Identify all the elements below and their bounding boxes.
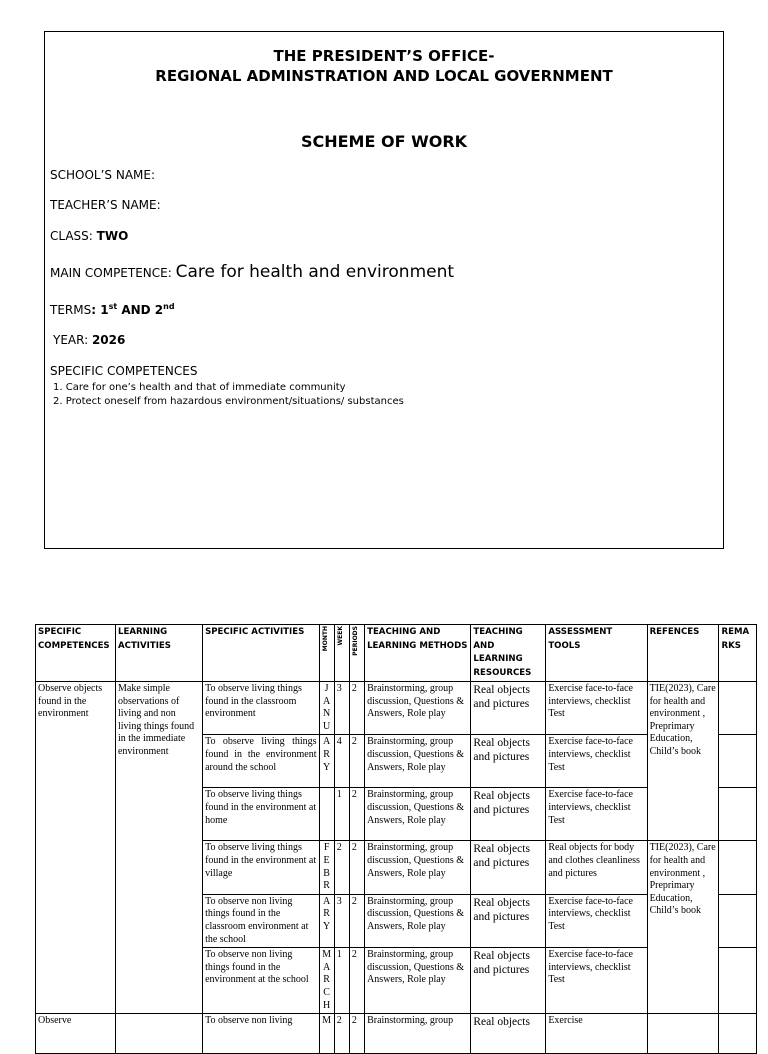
terms-value-b: AND 2 <box>117 303 164 317</box>
class-label: CLASS: <box>50 229 97 243</box>
activity-cell: To observe non living <box>203 1014 319 1054</box>
remarks-cell <box>719 841 757 894</box>
header-periods: PERIODS <box>351 626 359 656</box>
methods-cell: Brainstorming, group discussion, Questions & Answers, Role play <box>365 894 471 947</box>
month-cell: ARY <box>319 894 334 947</box>
main-competence-value: Care for health and environment <box>175 262 455 282</box>
week-cell: 2 <box>334 841 349 894</box>
week-cell: 2 <box>334 1014 349 1054</box>
main-competence-label: MAIN COMPETENCE: <box>50 266 176 280</box>
resources-cell: Real objects and pictures <box>471 735 546 788</box>
methods-cell: Brainstorming, group discussion, Questions & Answers, Role play <box>365 682 471 735</box>
specific-competence-item: 1. Care for one’s health and that of immediate community <box>53 382 346 393</box>
header-assessment: ASSESSMENT TOOLS <box>546 625 647 682</box>
terms-sup-a: st <box>108 302 118 311</box>
main-competence-line <box>50 262 454 282</box>
methods-cell: Brainstorming, group discussion, Questions & Answers, Role play <box>365 788 471 841</box>
activity-cell: To observe living things found in the environment at home <box>203 788 319 841</box>
terms-sup-b: nd <box>163 302 175 311</box>
competence-cell: Observe <box>36 1014 116 1054</box>
specific-competences-heading: SPECIFIC COMPETENCES <box>50 364 198 378</box>
periods-cell: 2 <box>349 788 364 841</box>
month-cell: MARCH <box>319 948 334 1014</box>
methods-cell: Brainstorming, group discussion, Questions & Answers, Role play <box>365 735 471 788</box>
month-cell: M <box>319 1014 334 1054</box>
month-cell: JANU <box>319 682 334 735</box>
header-references: REFENCES <box>647 625 719 682</box>
week-cell: 3 <box>334 682 349 735</box>
month-cell <box>319 788 334 841</box>
table-row <box>36 1014 757 1054</box>
school-name-label: SCHOOL’S NAME: <box>50 168 156 182</box>
learning-activity-cell <box>115 1014 202 1054</box>
methods-cell: Brainstorming, group discussion, Questions & Answers, Role play <box>365 841 471 894</box>
remarks-cell <box>719 735 757 788</box>
periods-cell: 2 <box>349 841 364 894</box>
week-cell: 3 <box>334 894 349 947</box>
table-row <box>36 682 757 735</box>
document-title: SCHEME OF WORK <box>300 132 468 151</box>
methods-cell: Brainstorming, group <box>365 1014 471 1054</box>
remarks-cell <box>719 788 757 841</box>
week-cell: 4 <box>334 735 349 788</box>
ministry-title: REGIONAL ADMINSTRATION AND LOCAL GOVERNMENT <box>155 67 613 85</box>
year-line <box>53 333 125 347</box>
week-cell: 1 <box>334 948 349 1014</box>
assessment-cell: Real objects for body and clothes cleanliness and pictures <box>546 841 647 894</box>
resources-cell: Real objects and pictures <box>471 894 546 947</box>
remarks-cell <box>719 948 757 1014</box>
remarks-cell <box>719 894 757 947</box>
reference-cell: TIE(2023), Care for health and environment , Preprimary Education, Child’s book <box>647 682 719 841</box>
assessment-cell: Exercise face-to-face interviews, checklist Test <box>546 788 647 841</box>
specific-competence-item: 2. Protect oneself from hazardous environment/situations/ substances <box>53 396 404 407</box>
activity-cell: To observe living things found in the environment around the school <box>203 735 319 788</box>
specific-competences-list <box>53 381 404 409</box>
header-week: WEEK <box>336 626 344 646</box>
reference-cell <box>647 1014 719 1054</box>
resources-cell: Real objects and pictures <box>471 682 546 735</box>
header-methods: TEACHING AND LEARNING METHODS <box>365 625 471 682</box>
activity-cell: To observe non living things found in the environment at the school <box>203 948 319 1014</box>
year-value: 2026 <box>91 333 126 347</box>
periods-cell: 2 <box>349 682 364 735</box>
competence-cell: Observe objects found in the environment <box>36 682 116 1014</box>
learning-activity-cell: Make simple observations of living and non living things found in the immediate environment <box>115 682 202 1014</box>
class-line <box>50 229 128 243</box>
terms-value-a: : 1 <box>91 303 109 317</box>
assessment-cell: Exercise face-to-face interviews, checklist Test <box>546 682 647 735</box>
assessment-cell: Exercise face-to-face interviews, checklist Test <box>546 735 647 788</box>
class-value: TWO <box>96 229 129 243</box>
methods-cell: Brainstorming, group discussion, Questions & Answers, Role play <box>365 948 471 1014</box>
assessment-cell: Exercise face-to-face interviews, checklist Test <box>546 894 647 947</box>
resources-cell: Real objects and pictures <box>471 788 546 841</box>
remarks-cell <box>719 1014 757 1054</box>
header-month-cell <box>319 625 334 682</box>
header-remarks: REMA RKS <box>719 625 757 682</box>
header-periods-cell <box>349 625 364 682</box>
resources-cell: Real objects and pictures <box>471 841 546 894</box>
periods-cell: 2 <box>349 735 364 788</box>
reference-cell: TIE(2023), Care for health and environment , Preprimary Education, Child’s book <box>647 841 719 1014</box>
header-week-cell <box>334 625 349 682</box>
activity-cell: To observe living things found in the environment at village <box>203 841 319 894</box>
periods-cell: 2 <box>349 948 364 1014</box>
terms-label: TERMS <box>50 303 92 317</box>
table-header-row <box>36 625 757 682</box>
week-cell: 1 <box>334 788 349 841</box>
header-month: MONTH <box>321 626 329 652</box>
month-cell: ARY <box>319 735 334 788</box>
year-label: YEAR: <box>53 333 92 347</box>
month-cell: FEBR <box>319 841 334 894</box>
resources-cell: Real objects and pictures <box>471 948 546 1014</box>
office-title: THE PRESIDENT’S OFFICE- <box>273 47 495 65</box>
terms-line <box>50 302 175 317</box>
periods-cell: 2 <box>349 894 364 947</box>
header-resources: TEACHING AND LEARNING RESOURCES <box>471 625 546 682</box>
scheme-of-work-table <box>35 624 757 1054</box>
header-specific-competences: SPECIFIC COMPETENCES <box>36 625 116 682</box>
remarks-cell <box>719 682 757 735</box>
header-specific-activities: SPECIFIC ACTIVITIES <box>203 625 319 682</box>
header-learning-activities: LEARNING ACTIVITIES <box>115 625 202 682</box>
teacher-name-label: TEACHER’S NAME: <box>50 198 161 212</box>
activity-cell: To observe living things found in the classroom environment <box>203 682 319 735</box>
resources-cell: Real objects <box>471 1014 546 1054</box>
assessment-cell: Exercise face-to-face interviews, checklist Test <box>546 948 647 1014</box>
assessment-cell: Exercise <box>546 1014 647 1054</box>
activity-cell: To observe non living things found in the classroom environment at the school <box>203 894 319 947</box>
periods-cell: 2 <box>349 1014 364 1054</box>
cover-page <box>44 31 724 549</box>
